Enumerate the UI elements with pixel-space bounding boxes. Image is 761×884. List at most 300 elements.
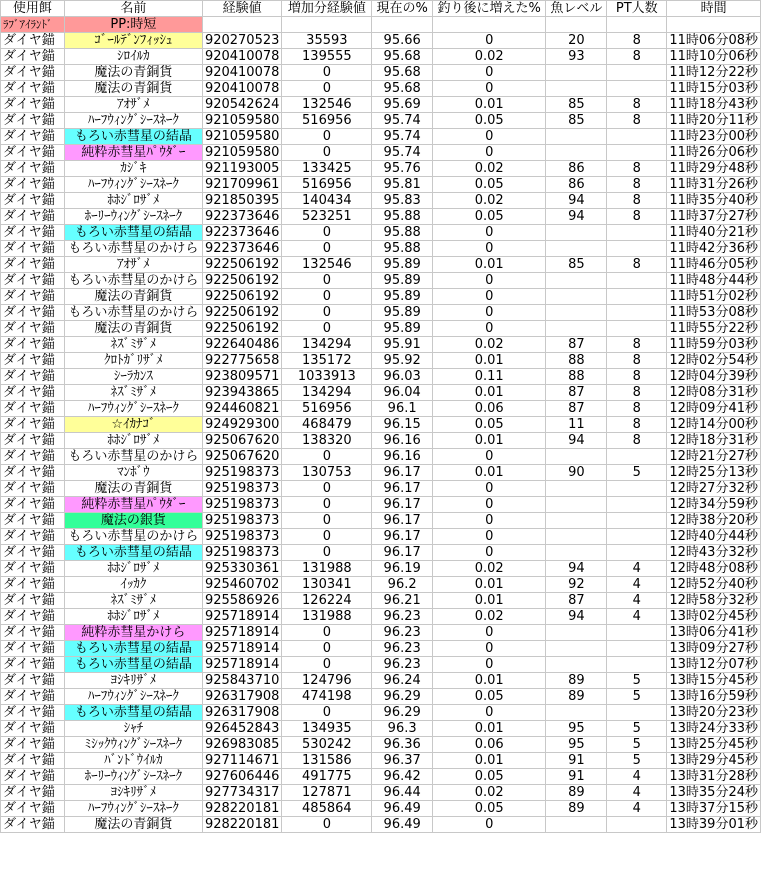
percent-cell[interactable]: 95.92 — [372, 353, 433, 369]
time-cell[interactable]: 12時52分40秒 — [667, 577, 761, 593]
exp-cell[interactable]: 920410078 — [202, 49, 281, 65]
pp-cell[interactable]: PP:時短 — [64, 17, 202, 33]
exp-cell[interactable]: 925460702 — [202, 577, 281, 593]
percent-cell[interactable]: 95.66 — [372, 33, 433, 49]
bait-cell[interactable]: ダイヤ錨 — [1, 241, 65, 257]
fish-level-cell[interactable]: 93 — [546, 49, 607, 65]
increase-cell[interactable]: 0.02 — [433, 49, 546, 65]
name-cell[interactable]: ﾊｰﾌｳｨﾝｸﾞｼｰｽﾈｰｸ — [64, 689, 202, 705]
gain-cell[interactable]: 140434 — [282, 193, 372, 209]
time-cell[interactable]: 13時02分45秒 — [667, 609, 761, 625]
gain-cell[interactable]: 0 — [282, 545, 372, 561]
exp-cell[interactable]: 925198373 — [202, 513, 281, 529]
bait-cell[interactable]: ダイヤ錨 — [1, 545, 65, 561]
party-size-cell[interactable] — [607, 449, 667, 465]
bait-cell[interactable]: ダイヤ錨 — [1, 97, 65, 113]
increase-cell[interactable]: 0 — [433, 625, 546, 641]
fish-level-cell[interactable]: 88 — [546, 353, 607, 369]
fish-level-cell[interactable] — [546, 529, 607, 545]
fish-level-cell[interactable]: 89 — [546, 689, 607, 705]
fish-level-cell[interactable]: 85 — [546, 257, 607, 273]
gain-cell[interactable]: 523251 — [282, 209, 372, 225]
fish-level-cell[interactable] — [546, 241, 607, 257]
name-cell[interactable]: ﾊｰﾌｳｨﾝｸﾞｼｰｽﾈｰｸ — [64, 177, 202, 193]
increase-cell[interactable]: 0.02 — [433, 609, 546, 625]
party-size-cell[interactable] — [607, 273, 667, 289]
increase-cell[interactable]: 0 — [433, 513, 546, 529]
time-cell[interactable]: 11時29分48秒 — [667, 161, 761, 177]
increase-cell[interactable]: 0 — [433, 289, 546, 305]
party-size-cell[interactable]: 5 — [607, 465, 667, 481]
name-cell[interactable]: ﾐｼｯｸｳｨﾝｸﾞｼｰｽﾈｰｸ — [64, 737, 202, 753]
gain-cell[interactable]: 126224 — [282, 593, 372, 609]
name-cell[interactable]: ﾊﾞﾝﾄﾞｳｲﾙｶ — [64, 753, 202, 769]
fish-level-cell[interactable] — [546, 65, 607, 81]
bait-cell[interactable]: ダイヤ錨 — [1, 33, 65, 49]
time-cell[interactable]: 11時59分03秒 — [667, 337, 761, 353]
time-cell[interactable]: 11時51分02秒 — [667, 289, 761, 305]
fish-level-cell[interactable]: 94 — [546, 561, 607, 577]
name-cell[interactable]: ﾈｽﾞﾐｻﾞﾒ — [64, 593, 202, 609]
bait-cell[interactable]: ダイヤ錨 — [1, 737, 65, 753]
name-cell[interactable]: もろい赤彗星の結晶 — [64, 225, 202, 241]
increase-cell[interactable]: 0 — [433, 33, 546, 49]
gain-cell[interactable]: 0 — [282, 625, 372, 641]
fish-level-cell[interactable]: 85 — [546, 97, 607, 113]
gain-cell[interactable]: 491775 — [282, 769, 372, 785]
name-cell[interactable]: 魔法の青銅貨 — [64, 81, 202, 97]
time-cell[interactable]: 13時20分23秒 — [667, 705, 761, 721]
increase-cell[interactable]: 0.06 — [433, 737, 546, 753]
increase-cell[interactable]: 0.01 — [433, 593, 546, 609]
exp-cell[interactable]: 925330361 — [202, 561, 281, 577]
fish-level-cell[interactable] — [546, 513, 607, 529]
gain-cell[interactable]: 134294 — [282, 385, 372, 401]
increase-cell[interactable]: 0.05 — [433, 113, 546, 129]
gain-cell[interactable]: 0 — [282, 321, 372, 337]
bait-cell[interactable]: ダイヤ錨 — [1, 209, 65, 225]
name-cell[interactable]: ☆ｲｶﾅｺﾞ — [64, 417, 202, 433]
bait-cell[interactable]: ダイヤ錨 — [1, 497, 65, 513]
exp-cell[interactable]: 920542624 — [202, 97, 281, 113]
bait-cell[interactable]: ダイヤ錨 — [1, 225, 65, 241]
party-size-cell[interactable] — [607, 321, 667, 337]
gain-cell[interactable]: 0 — [282, 497, 372, 513]
name-cell[interactable]: ﾈｽﾞﾐｻﾞﾒ — [64, 337, 202, 353]
gain-cell[interactable]: 132546 — [282, 257, 372, 273]
bait-cell[interactable]: ダイヤ錨 — [1, 657, 65, 673]
exp-cell[interactable]: 921193005 — [202, 161, 281, 177]
percent-cell[interactable]: 95.89 — [372, 289, 433, 305]
percent-cell[interactable]: 96.29 — [372, 705, 433, 721]
time-cell[interactable]: 12時08分31秒 — [667, 385, 761, 401]
percent-cell[interactable]: 96.19 — [372, 561, 433, 577]
name-cell[interactable]: もろい赤彗星の結晶 — [64, 545, 202, 561]
bait-cell[interactable]: ダイヤ錨 — [1, 273, 65, 289]
fish-level-cell[interactable] — [546, 305, 607, 321]
bait-cell[interactable]: ダイヤ錨 — [1, 721, 65, 737]
name-cell[interactable]: ｼｰﾗｶﾝｽ — [64, 369, 202, 385]
name-cell[interactable]: ﾊｰﾌｳｨﾝｸﾞｼｰｽﾈｰｸ — [64, 113, 202, 129]
party-size-cell[interactable] — [607, 225, 667, 241]
header-time[interactable]: 時間 — [667, 1, 761, 17]
time-cell[interactable]: 11時26分06秒 — [667, 145, 761, 161]
time-cell[interactable]: 11時31分26秒 — [667, 177, 761, 193]
exp-cell[interactable]: 920270523 — [202, 33, 281, 49]
gain-cell[interactable]: 0 — [282, 273, 372, 289]
name-cell[interactable]: 魔法の青銅貨 — [64, 289, 202, 305]
gain-cell[interactable]: 0 — [282, 225, 372, 241]
exp-cell[interactable]: 921709961 — [202, 177, 281, 193]
gain-cell[interactable]: 0 — [282, 513, 372, 529]
increase-cell[interactable]: 0.05 — [433, 209, 546, 225]
party-size-cell[interactable] — [607, 817, 667, 833]
fish-level-cell[interactable]: 95 — [546, 737, 607, 753]
bait-cell[interactable]: ダイヤ錨 — [1, 577, 65, 593]
bait-cell[interactable]: ダイヤ錨 — [1, 769, 65, 785]
fish-level-cell[interactable]: 87 — [546, 401, 607, 417]
exp-cell[interactable]: 922506192 — [202, 321, 281, 337]
header-bait[interactable]: 使用餌 — [1, 1, 65, 17]
name-cell[interactable]: ﾏﾝﾎﾞｳ — [64, 465, 202, 481]
party-size-cell[interactable] — [607, 305, 667, 321]
time-cell[interactable]: 13時37分15秒 — [667, 801, 761, 817]
bait-cell[interactable]: ダイヤ錨 — [1, 433, 65, 449]
bait-cell[interactable]: ダイヤ錨 — [1, 785, 65, 801]
gain-cell[interactable]: 0 — [282, 449, 372, 465]
exp-cell[interactable]: 922506192 — [202, 257, 281, 273]
increase-cell[interactable]: 0 — [433, 225, 546, 241]
gain-cell[interactable]: 35593 — [282, 33, 372, 49]
gain-cell[interactable]: 131586 — [282, 753, 372, 769]
time-cell[interactable]: 12時48分08秒 — [667, 561, 761, 577]
percent-cell[interactable]: 96.04 — [372, 385, 433, 401]
fish-level-cell[interactable] — [546, 145, 607, 161]
name-cell[interactable]: 純粋赤彗星ﾊﾟｳﾀﾞｰ — [64, 497, 202, 513]
party-size-cell[interactable] — [607, 289, 667, 305]
exp-cell[interactable]: 928220181 — [202, 801, 281, 817]
fish-level-cell[interactable]: 87 — [546, 593, 607, 609]
gain-cell[interactable]: 474198 — [282, 689, 372, 705]
name-cell[interactable]: 魔法の青銅貨 — [64, 65, 202, 81]
time-cell[interactable]: 11時10分06秒 — [667, 49, 761, 65]
increase-cell[interactable]: 0 — [433, 657, 546, 673]
empty-cell[interactable] — [546, 17, 607, 33]
bait-cell[interactable]: ダイヤ錨 — [1, 705, 65, 721]
time-cell[interactable]: 13時35分24秒 — [667, 785, 761, 801]
bait-cell[interactable]: ダイヤ錨 — [1, 145, 65, 161]
time-cell[interactable]: 12時40分44秒 — [667, 529, 761, 545]
time-cell[interactable]: 12時18分31秒 — [667, 433, 761, 449]
time-cell[interactable]: 12時38分20秒 — [667, 513, 761, 529]
exp-cell[interactable]: 920410078 — [202, 81, 281, 97]
percent-cell[interactable]: 95.74 — [372, 113, 433, 129]
time-cell[interactable]: 11時46分05秒 — [667, 257, 761, 273]
percent-cell[interactable]: 95.89 — [372, 305, 433, 321]
increase-cell[interactable]: 0.02 — [433, 337, 546, 353]
bait-cell[interactable]: ダイヤ錨 — [1, 529, 65, 545]
party-size-cell[interactable]: 8 — [607, 49, 667, 65]
name-cell[interactable]: 魔法の青銅貨 — [64, 817, 202, 833]
percent-cell[interactable]: 96.17 — [372, 465, 433, 481]
bait-cell[interactable]: ダイヤ錨 — [1, 177, 65, 193]
fish-level-cell[interactable]: 89 — [546, 785, 607, 801]
time-cell[interactable]: 11時12分22秒 — [667, 65, 761, 81]
percent-cell[interactable]: 96.03 — [372, 369, 433, 385]
exp-cell[interactable]: 926983085 — [202, 737, 281, 753]
name-cell[interactable]: 純粋赤彗星かけら — [64, 625, 202, 641]
gain-cell[interactable]: 516956 — [282, 113, 372, 129]
percent-cell[interactable]: 96.3 — [372, 721, 433, 737]
party-size-cell[interactable]: 4 — [607, 593, 667, 609]
exp-cell[interactable]: 925718914 — [202, 641, 281, 657]
time-cell[interactable]: 12時04分39秒 — [667, 369, 761, 385]
party-size-cell[interactable] — [607, 481, 667, 497]
name-cell[interactable]: もろい赤彗星の結晶 — [64, 129, 202, 145]
percent-cell[interactable]: 96.17 — [372, 481, 433, 497]
fish-level-cell[interactable]: 95 — [546, 721, 607, 737]
increase-cell[interactable]: 0 — [433, 273, 546, 289]
party-size-cell[interactable]: 8 — [607, 177, 667, 193]
percent-cell[interactable]: 95.83 — [372, 193, 433, 209]
gain-cell[interactable]: 127871 — [282, 785, 372, 801]
percent-cell[interactable]: 96.2 — [372, 577, 433, 593]
fish-level-cell[interactable] — [546, 225, 607, 241]
location-cell[interactable]: ﾗﾌﾞｱｲﾗﾝﾄﾞ — [1, 17, 65, 33]
header-gain[interactable]: 増加分経験値 — [282, 1, 372, 17]
increase-cell[interactable]: 0.01 — [433, 353, 546, 369]
fish-level-cell[interactable]: 87 — [546, 337, 607, 353]
name-cell[interactable]: ﾊｰﾌｳｨﾝｸﾞｼｰｽﾈｰｸ — [64, 801, 202, 817]
bait-cell[interactable]: ダイヤ錨 — [1, 561, 65, 577]
bait-cell[interactable]: ダイヤ錨 — [1, 257, 65, 273]
percent-cell[interactable]: 96.17 — [372, 545, 433, 561]
time-cell[interactable]: 12時09分41秒 — [667, 401, 761, 417]
percent-cell[interactable]: 96.29 — [372, 689, 433, 705]
increase-cell[interactable]: 0 — [433, 321, 546, 337]
party-size-cell[interactable]: 8 — [607, 337, 667, 353]
increase-cell[interactable]: 0 — [433, 449, 546, 465]
exp-cell[interactable]: 922373646 — [202, 241, 281, 257]
increase-cell[interactable]: 0 — [433, 529, 546, 545]
gain-cell[interactable]: 0 — [282, 305, 372, 321]
percent-cell[interactable]: 96.17 — [372, 529, 433, 545]
increase-cell[interactable]: 0 — [433, 65, 546, 81]
name-cell[interactable]: もろい赤彗星のかけら — [64, 449, 202, 465]
name-cell[interactable]: 純粋赤彗星ﾊﾟｳﾀﾞｰ — [64, 145, 202, 161]
fish-level-cell[interactable] — [546, 321, 607, 337]
bait-cell[interactable]: ダイヤ錨 — [1, 481, 65, 497]
fish-level-cell[interactable]: 94 — [546, 609, 607, 625]
exp-cell[interactable]: 922775658 — [202, 353, 281, 369]
exp-cell[interactable]: 923943865 — [202, 385, 281, 401]
time-cell[interactable]: 13時24分33秒 — [667, 721, 761, 737]
increase-cell[interactable]: 0.01 — [433, 673, 546, 689]
gain-cell[interactable]: 485864 — [282, 801, 372, 817]
percent-cell[interactable]: 95.68 — [372, 81, 433, 97]
time-cell[interactable]: 13時06分41秒 — [667, 625, 761, 641]
increase-cell[interactable]: 0 — [433, 81, 546, 97]
gain-cell[interactable]: 135172 — [282, 353, 372, 369]
name-cell[interactable]: ﾎﾎｼﾞﾛｻﾞﾒ — [64, 561, 202, 577]
percent-cell[interactable]: 95.89 — [372, 321, 433, 337]
gain-cell[interactable]: 1033913 — [282, 369, 372, 385]
bait-cell[interactable]: ダイヤ錨 — [1, 609, 65, 625]
fish-level-cell[interactable] — [546, 129, 607, 145]
increase-cell[interactable]: 0.02 — [433, 161, 546, 177]
fish-level-cell[interactable] — [546, 289, 607, 305]
fish-level-cell[interactable] — [546, 497, 607, 513]
header-percent[interactable]: 現在の% — [372, 1, 433, 17]
gain-cell[interactable]: 530242 — [282, 737, 372, 753]
gain-cell[interactable]: 0 — [282, 145, 372, 161]
party-size-cell[interactable]: 5 — [607, 753, 667, 769]
bait-cell[interactable]: ダイヤ錨 — [1, 353, 65, 369]
bait-cell[interactable]: ダイヤ錨 — [1, 337, 65, 353]
percent-cell[interactable]: 95.74 — [372, 129, 433, 145]
percent-cell[interactable]: 96.17 — [372, 497, 433, 513]
increase-cell[interactable]: 0 — [433, 305, 546, 321]
fish-level-cell[interactable] — [546, 481, 607, 497]
bait-cell[interactable]: ダイヤ錨 — [1, 321, 65, 337]
party-size-cell[interactable] — [607, 657, 667, 673]
party-size-cell[interactable]: 4 — [607, 577, 667, 593]
percent-cell[interactable]: 95.89 — [372, 273, 433, 289]
exp-cell[interactable]: 925586926 — [202, 593, 281, 609]
gain-cell[interactable]: 0 — [282, 289, 372, 305]
header-name[interactable]: 名前 — [64, 1, 202, 17]
party-size-cell[interactable]: 8 — [607, 385, 667, 401]
party-size-cell[interactable] — [607, 145, 667, 161]
time-cell[interactable]: 11時20分11秒 — [667, 113, 761, 129]
exp-cell[interactable]: 925198373 — [202, 465, 281, 481]
exp-cell[interactable]: 922373646 — [202, 225, 281, 241]
bait-cell[interactable]: ダイヤ錨 — [1, 305, 65, 321]
gain-cell[interactable]: 516956 — [282, 401, 372, 417]
bait-cell[interactable]: ダイヤ錨 — [1, 401, 65, 417]
name-cell[interactable]: ｼｬﾁ — [64, 721, 202, 737]
gain-cell[interactable]: 468479 — [282, 417, 372, 433]
name-cell[interactable]: 魔法の青銅貨 — [64, 321, 202, 337]
time-cell[interactable]: 13時29分45秒 — [667, 753, 761, 769]
party-size-cell[interactable] — [607, 129, 667, 145]
percent-cell[interactable]: 96.49 — [372, 817, 433, 833]
bait-cell[interactable]: ダイヤ錨 — [1, 673, 65, 689]
gain-cell[interactable]: 131988 — [282, 561, 372, 577]
bait-cell[interactable]: ダイヤ錨 — [1, 65, 65, 81]
percent-cell[interactable]: 95.76 — [372, 161, 433, 177]
time-cell[interactable]: 11時15分03秒 — [667, 81, 761, 97]
fish-level-cell[interactable] — [546, 641, 607, 657]
exp-cell[interactable]: 921059580 — [202, 129, 281, 145]
fish-level-cell[interactable] — [546, 449, 607, 465]
percent-cell[interactable]: 95.68 — [372, 49, 433, 65]
percent-cell[interactable]: 96.23 — [372, 609, 433, 625]
empty-cell[interactable] — [282, 17, 372, 33]
name-cell[interactable]: 魔法の青銅貨 — [64, 481, 202, 497]
empty-cell[interactable] — [202, 17, 281, 33]
name-cell[interactable]: ﾎｰﾘｰｳｨﾝｸﾞｼｰｽﾈｰｸ — [64, 769, 202, 785]
gain-cell[interactable]: 130753 — [282, 465, 372, 481]
time-cell[interactable]: 11時35分40秒 — [667, 193, 761, 209]
empty-cell[interactable] — [433, 17, 546, 33]
fish-level-cell[interactable]: 85 — [546, 113, 607, 129]
party-size-cell[interactable]: 5 — [607, 673, 667, 689]
increase-cell[interactable]: 0.01 — [433, 385, 546, 401]
bait-cell[interactable]: ダイヤ錨 — [1, 49, 65, 65]
bait-cell[interactable]: ダイヤ錨 — [1, 417, 65, 433]
time-cell[interactable]: 11時18分43秒 — [667, 97, 761, 113]
name-cell[interactable]: もろい赤彗星の結晶 — [64, 657, 202, 673]
bait-cell[interactable]: ダイヤ錨 — [1, 161, 65, 177]
bait-cell[interactable]: ダイヤ錨 — [1, 641, 65, 657]
time-cell[interactable]: 11時55分22秒 — [667, 321, 761, 337]
increase-cell[interactable]: 0.05 — [433, 801, 546, 817]
gain-cell[interactable]: 134294 — [282, 337, 372, 353]
gain-cell[interactable]: 0 — [282, 529, 372, 545]
name-cell[interactable]: ｺﾞｰﾙﾃﾞﾝﾌｨｯｼｭ — [64, 33, 202, 49]
gain-cell[interactable]: 131988 — [282, 609, 372, 625]
percent-cell[interactable]: 95.68 — [372, 65, 433, 81]
gain-cell[interactable]: 0 — [282, 81, 372, 97]
name-cell[interactable]: もろい赤彗星のかけら — [64, 241, 202, 257]
fish-level-cell[interactable] — [546, 705, 607, 721]
exp-cell[interactable]: 920410078 — [202, 65, 281, 81]
fish-level-cell[interactable]: 11 — [546, 417, 607, 433]
time-cell[interactable]: 12時21分27秒 — [667, 449, 761, 465]
fish-level-cell[interactable]: 90 — [546, 465, 607, 481]
exp-cell[interactable]: 926317908 — [202, 705, 281, 721]
header-exp[interactable]: 経験値 — [202, 1, 281, 17]
exp-cell[interactable]: 925198373 — [202, 481, 281, 497]
name-cell[interactable]: ﾎｰﾘｰｳｨﾝｸﾞｼｰｽﾈｰｸ — [64, 209, 202, 225]
bait-cell[interactable]: ダイヤ錨 — [1, 289, 65, 305]
fish-level-cell[interactable]: 87 — [546, 385, 607, 401]
party-size-cell[interactable] — [607, 641, 667, 657]
increase-cell[interactable]: 0 — [433, 705, 546, 721]
exp-cell[interactable]: 921059580 — [202, 145, 281, 161]
time-cell[interactable]: 13時12分07秒 — [667, 657, 761, 673]
time-cell[interactable]: 11時53分08秒 — [667, 305, 761, 321]
fish-level-cell[interactable]: 88 — [546, 369, 607, 385]
bait-cell[interactable]: ダイヤ錨 — [1, 801, 65, 817]
gain-cell[interactable]: 139555 — [282, 49, 372, 65]
empty-cell[interactable] — [372, 17, 433, 33]
fish-level-cell[interactable] — [546, 625, 607, 641]
percent-cell[interactable]: 96.23 — [372, 641, 433, 657]
time-cell[interactable]: 11時06分08秒 — [667, 33, 761, 49]
gain-cell[interactable]: 0 — [282, 817, 372, 833]
exp-cell[interactable]: 925843710 — [202, 673, 281, 689]
time-cell[interactable]: 11時42分36秒 — [667, 241, 761, 257]
bait-cell[interactable]: ダイヤ錨 — [1, 817, 65, 833]
exp-cell[interactable]: 928220181 — [202, 817, 281, 833]
time-cell[interactable]: 12時34分59秒 — [667, 497, 761, 513]
time-cell[interactable]: 13時39分01秒 — [667, 817, 761, 833]
percent-cell[interactable]: 95.88 — [372, 225, 433, 241]
party-size-cell[interactable]: 4 — [607, 785, 667, 801]
gain-cell[interactable]: 0 — [282, 65, 372, 81]
percent-cell[interactable]: 96.15 — [372, 417, 433, 433]
increase-cell[interactable]: 0 — [433, 129, 546, 145]
time-cell[interactable]: 12時25分13秒 — [667, 465, 761, 481]
bait-cell[interactable]: ダイヤ錨 — [1, 513, 65, 529]
time-cell[interactable]: 13時15分45秒 — [667, 673, 761, 689]
fish-level-cell[interactable]: 89 — [546, 673, 607, 689]
time-cell[interactable]: 11時40分21秒 — [667, 225, 761, 241]
time-cell[interactable]: 12時43分32秒 — [667, 545, 761, 561]
fish-level-cell[interactable]: 89 — [546, 801, 607, 817]
